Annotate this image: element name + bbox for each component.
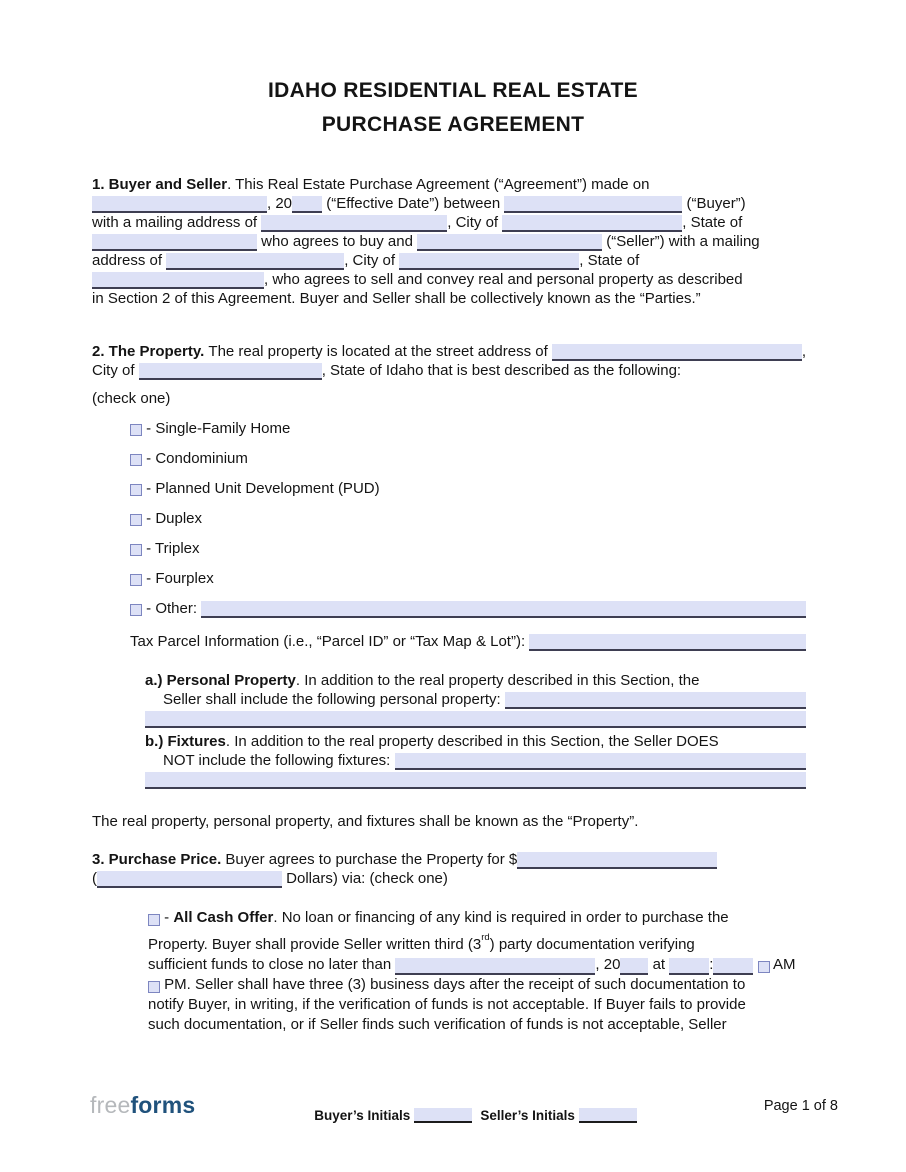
text: , City of — [344, 252, 400, 269]
text: . In addition to the real property described in this Section, the Seller DOES — [225, 733, 719, 750]
text: , who agrees to sell and convey real and personal property as described — [264, 271, 743, 288]
text: Property. Buyer shall provide Seller written third (3 — [148, 936, 482, 953]
property-city-field[interactable] — [139, 363, 322, 380]
text: with a mailing address of — [92, 214, 262, 231]
text: , State of Idaho that is best described as the following: — [321, 362, 682, 379]
section-3-paragraph — [92, 850, 806, 888]
time-am-checkbox[interactable] — [758, 961, 770, 973]
buyer-state-field[interactable] — [92, 234, 257, 251]
line — [145, 690, 806, 709]
text: . No loan or financing of any kind is required in order to purchase the — [273, 909, 729, 926]
line — [92, 175, 806, 194]
line — [130, 599, 806, 618]
text: (“Effective Date”) between — [322, 195, 505, 212]
logo-forms-text: forms — [130, 1092, 196, 1118]
tax-parcel-line — [130, 632, 806, 651]
text: in Section 2 of this Agreement. Buyer and Seller shall be collectively known as the “Parties.” — [92, 290, 701, 307]
excluded-fixtures-continued-field[interactable] — [145, 772, 806, 789]
line — [92, 389, 806, 408]
line — [92, 850, 806, 869]
text: . In addition to the real property described in this Section, the — [295, 672, 700, 689]
funds-verification-year-field[interactable] — [620, 958, 648, 975]
text: City of — [92, 362, 139, 379]
check-one-note — [92, 389, 806, 408]
seller-name-field[interactable] — [417, 234, 602, 251]
title-line-1: IDAHO RESIDENTIAL REAL ESTATE — [267, 79, 638, 102]
line — [130, 539, 806, 558]
seller-city-field[interactable] — [399, 253, 579, 270]
page-number: Page 1 of 8 — [763, 1098, 838, 1114]
text: , — [801, 343, 806, 360]
triplex-checkbox[interactable] — [130, 544, 142, 556]
text: , 20 — [267, 195, 293, 212]
text: Tax Parcel Information (i.e., “Parcel ID” or “Tax Map & Lot”): — [130, 633, 530, 650]
line — [92, 232, 806, 251]
text: (“Buyer”) — [682, 195, 746, 212]
buyer-mailing-address-field[interactable] — [261, 215, 447, 232]
text: - Planned Unit Development (PUD) — [142, 480, 380, 497]
line — [145, 671, 806, 690]
text: ( — [92, 870, 97, 887]
line — [92, 289, 806, 308]
text: The real property is located at the street address of — [208, 343, 552, 360]
text: address of — [92, 252, 167, 269]
line — [148, 1015, 806, 1035]
line — [130, 449, 806, 468]
logo-free-text: free — [90, 1092, 131, 1118]
purchase-price-amount-field[interactable] — [517, 852, 717, 869]
document-body — [92, 175, 806, 1035]
funds-time-hour-field[interactable] — [669, 958, 709, 975]
text: (“Seller”) with a mailing — [602, 233, 760, 250]
text: such documentation, or if Seller finds such verification of funds is not acceptable, Seller — [148, 1016, 727, 1033]
seller-mailing-address-field[interactable] — [166, 253, 344, 270]
text: PM. Seller shall have three (3) business days after the receipt of such documentation to — [160, 976, 746, 993]
section-1-paragraph — [92, 175, 806, 308]
text: Dollars) via: (check one) — [282, 870, 448, 887]
line — [148, 975, 806, 995]
funds-time-minute-field[interactable] — [713, 958, 753, 975]
excluded-fixtures-field[interactable] — [395, 753, 807, 770]
line — [92, 342, 806, 361]
sellers-initials-field[interactable] — [579, 1108, 637, 1123]
tax-parcel-id-field[interactable] — [529, 634, 806, 651]
line — [145, 709, 806, 728]
line — [130, 509, 806, 528]
line — [148, 995, 806, 1015]
purchase-price-words-field[interactable] — [97, 871, 282, 888]
line — [92, 270, 806, 289]
other-property-description-field[interactable] — [201, 601, 806, 618]
text: : — [709, 956, 714, 973]
text: - Other: — [142, 600, 202, 617]
text: - Triplex — [142, 540, 200, 557]
fixtures-clause — [145, 732, 806, 789]
title-line-2: PURCHASE AGREEMENT — [321, 113, 585, 136]
line — [145, 732, 806, 751]
line — [130, 632, 806, 651]
text: , State of — [579, 252, 640, 269]
funds-verification-date-field[interactable] — [395, 958, 595, 975]
property-type-checklist — [130, 419, 806, 618]
text: , State of — [682, 214, 743, 231]
bold-text: All Cash Offer — [173, 909, 274, 926]
personal-property-continued-field[interactable] — [145, 711, 806, 728]
text: AM — [769, 956, 796, 973]
line — [92, 251, 806, 270]
planned-unit-development-checkbox[interactable] — [130, 484, 142, 496]
text: notify Buyer, in writing, if the verification of funds is not acceptable. If Buyer fails to provide — [148, 996, 746, 1013]
text: . This Real Estate Purchase Agreement (“Agreement”) made on — [227, 176, 650, 193]
street-address-field[interactable] — [552, 344, 802, 361]
all-cash-offer-clause — [148, 908, 806, 1035]
fourplex-checkbox[interactable] — [130, 574, 142, 586]
text: sufficient funds to close no later than — [148, 956, 396, 973]
line — [130, 479, 806, 498]
line — [148, 908, 806, 928]
line — [148, 928, 806, 955]
other-property-type-checkbox[interactable] — [130, 604, 142, 616]
text: - — [160, 909, 174, 926]
line — [92, 361, 806, 380]
text: - Single-Family Home — [142, 420, 291, 437]
text: at — [648, 956, 670, 973]
text: - Duplex — [142, 510, 203, 527]
line — [92, 812, 806, 831]
bold-text: 3. Purchase Price. — [92, 851, 226, 868]
seller-state-field[interactable] — [92, 272, 264, 289]
condominium-checkbox[interactable] — [130, 454, 142, 466]
initials-row — [314, 1108, 645, 1123]
text: ) party documentation verifying — [489, 936, 695, 953]
superscript-text: rd — [481, 932, 490, 943]
all-cash-offer-checkbox[interactable] — [148, 914, 160, 926]
bold-text: b.) Fixtures — [145, 733, 226, 750]
line — [130, 569, 806, 588]
page-footer — [0, 1092, 906, 1123]
line — [92, 869, 806, 888]
text: , City of — [447, 214, 503, 231]
freeforms-logo — [90, 1092, 195, 1118]
line — [145, 751, 806, 770]
bold-text: 2. The Property. — [92, 343, 209, 360]
buyers-initials-label: Buyer’s Initials — [314, 1108, 411, 1123]
buyers-initials-field[interactable] — [414, 1108, 472, 1123]
effective-date-field[interactable] — [92, 196, 267, 213]
single-family-home-checkbox[interactable] — [130, 424, 142, 436]
property-definition-paragraph — [92, 812, 806, 831]
text: - Fourplex — [142, 570, 214, 587]
line — [145, 770, 806, 789]
buyer-name-field[interactable] — [504, 196, 682, 213]
buyer-city-field[interactable] — [502, 215, 682, 232]
line — [130, 419, 806, 438]
text: Seller shall include the following personal property: — [163, 691, 505, 708]
document-title — [0, 0, 906, 142]
text: The real property, personal property, and fixtures shall be known as the “Property”. — [92, 813, 639, 830]
personal-property-field[interactable] — [505, 692, 806, 709]
text: (check one) — [92, 390, 171, 407]
line — [92, 213, 806, 232]
text: NOT include the following fixtures: — [163, 752, 395, 769]
text: who agrees to buy and — [257, 233, 418, 250]
section-2-paragraph — [92, 342, 806, 380]
personal-property-clause — [145, 671, 806, 728]
line — [92, 194, 806, 213]
sellers-initials-label: Seller’s Initials — [480, 1108, 575, 1123]
line — [148, 955, 806, 975]
bold-text: 1. Buyer and Seller — [92, 176, 228, 193]
time-pm-checkbox[interactable] — [148, 981, 160, 993]
effective-year-field[interactable] — [292, 196, 322, 213]
text: , 20 — [595, 956, 621, 973]
text: - Condominium — [142, 450, 248, 467]
bold-text: a.) Personal Property — [145, 672, 296, 689]
duplex-checkbox[interactable] — [130, 514, 142, 526]
text: Buyer agrees to purchase the Property for $ — [225, 851, 518, 868]
